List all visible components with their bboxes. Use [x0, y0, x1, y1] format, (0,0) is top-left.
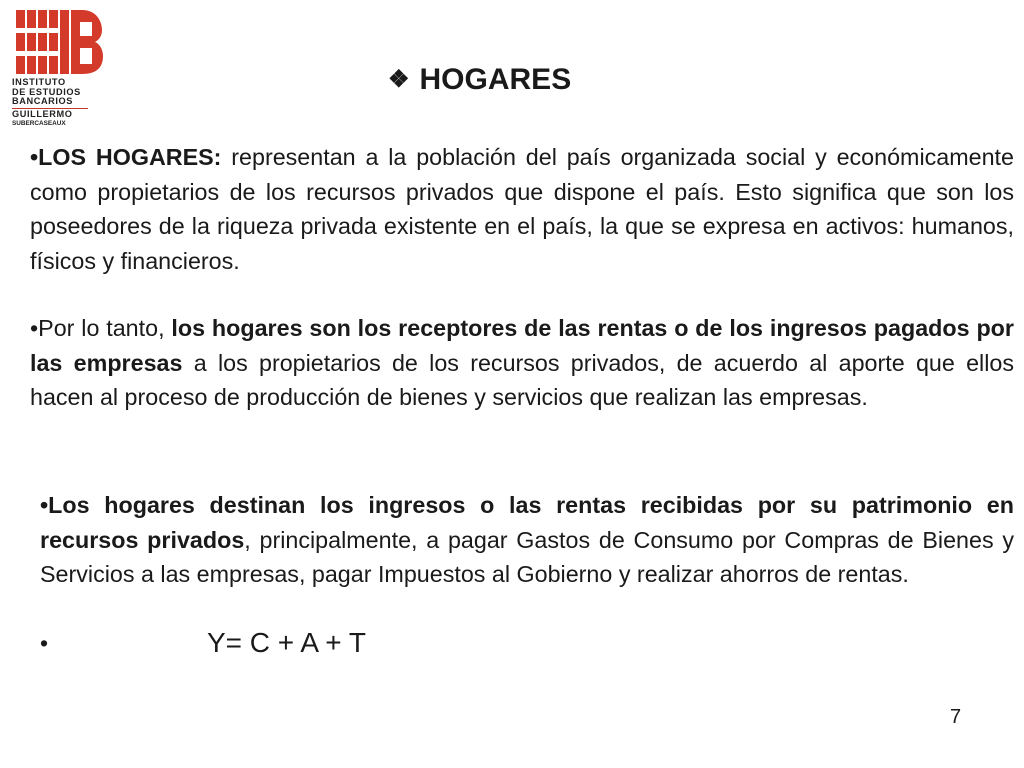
paragraph-por-lo-tanto — [30, 311, 1014, 415]
p3-text: , principalmente, a pagar Gastos de Consumo por Compras de Bienes y Servicios a las empresas, pagar Impuestos al Gobierno y realizar ahorros de rentas. — [40, 526, 1014, 587]
logo-line-3: BANCARIOS — [12, 96, 74, 107]
formula — [40, 624, 540, 662]
p2-text: a los propietarios de los recursos privados, de acuerdo al aporte que ellos hacen al proceso de producción de bienes y servicios que realizan las empresas. — [30, 349, 1014, 410]
paragraph-destinan — [40, 488, 1014, 592]
p2-lead: •Por lo tanto, — [30, 315, 172, 341]
logo-text — [12, 78, 104, 128]
formula-bullet: • — [40, 630, 49, 656]
diamond-bullet-icon: ❖ — [388, 66, 410, 93]
paragraph-los-hogares — [30, 140, 1014, 278]
p1-bold-lead: •LOS HOGARES: — [30, 144, 222, 170]
p2-bold: los hogares son los receptores de las rentas o de los ingresos pagados por las empresas — [30, 315, 1014, 376]
slide-title-text: HOGARES — [419, 63, 572, 96]
logo-line-2: DE ESTUDIOS — [12, 86, 81, 97]
formula-equation: Y= C + A + T — [207, 627, 367, 658]
logo-line-1: INSTITUTO — [12, 77, 66, 87]
page-number: 7 — [950, 706, 962, 728]
logo — [12, 8, 104, 132]
p3-bold-lead: •Los hogares destinan los ingresos o las rentas recibidas por su patrimonio en recursos privados — [40, 492, 1014, 553]
slide-title — [388, 60, 571, 100]
logo-line-5: SUBERCASEAUX — [12, 119, 66, 127]
p1-text: representan a la población del país organizada social y económicamente como propietarios de los recursos privados que dispone el país. Esto significa que son los poseedores de la riqueza privada existente en el país, la que se expresa en activos: humanos, físicos y financieros. — [30, 144, 1014, 274]
logo-mark-icon — [12, 8, 104, 78]
logo-line-4: GUILLERMO — [12, 109, 73, 120]
